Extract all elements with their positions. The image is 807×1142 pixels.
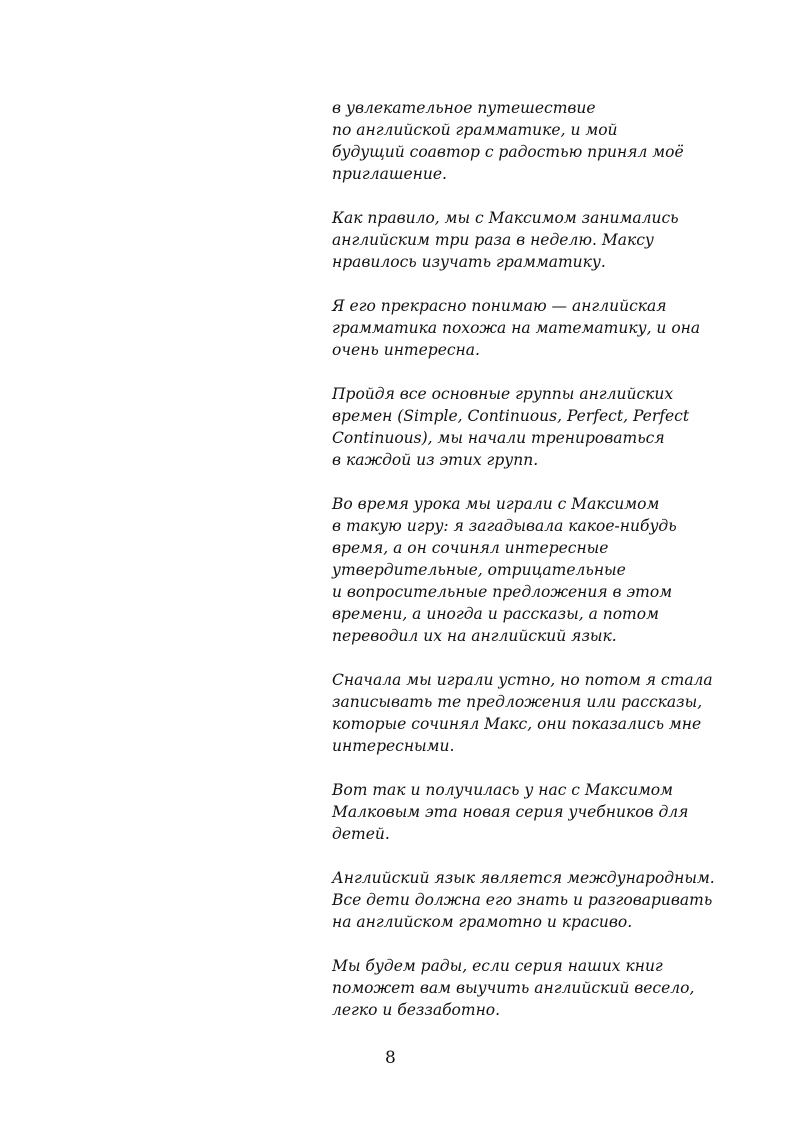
text-line: Continuous), мы начали тренироваться: [332, 429, 665, 447]
text-line: поможет вам выучить английский весело,: [332, 979, 695, 997]
text-line: Пройдя все основные группы английских: [332, 385, 674, 403]
text-line: Английский язык является международным.: [332, 869, 715, 887]
text-line: переводил их на английский язык.: [332, 627, 617, 645]
text-line: в увлекательное путешествие: [332, 99, 596, 117]
paragraph: [332, 493, 682, 647]
text-line: утвердительные, отрицательные: [332, 561, 626, 579]
text-line: интересными.: [332, 737, 455, 755]
paragraph: [332, 97, 682, 185]
text-line: времен (Simple, Continuous, Perfect, Perfect: [332, 407, 690, 425]
text-line: Как правило, мы с Максимом занимались: [332, 209, 679, 227]
paragraph: [332, 669, 713, 757]
text-line: времени, а иногда и рассказы, а потом: [332, 605, 659, 623]
text-line: и вопросительные предложения в этом: [332, 583, 673, 601]
text-line: Вот так и получилась у нас с Максимом: [332, 781, 673, 799]
text-line: Малковым эта новая серия учебников для: [332, 803, 689, 821]
text-line: детей.: [332, 825, 390, 843]
paragraph: [332, 207, 682, 273]
text-column: [332, 97, 715, 1043]
text-line: нравилось изучать грамматику.: [332, 253, 606, 271]
text-line: легко и беззаботно.: [332, 1001, 501, 1019]
paragraph: [332, 295, 701, 361]
text-line: очень интересна.: [332, 341, 480, 359]
text-line: грамматика похожа на математику, и она: [332, 319, 701, 337]
text-line: будущий соавтор с радостью принял моё: [332, 143, 684, 161]
paragraph: [332, 867, 715, 933]
text-line: в такую игру: я загадывала какое-нибудь: [332, 517, 677, 535]
text-line: приглашение.: [332, 165, 447, 183]
text-line: Во время урока мы играли с Максимом: [332, 495, 660, 513]
text-line: в каждой из этих групп.: [332, 451, 539, 469]
text-line: по английской грамматике, и мой: [332, 121, 618, 139]
text-line: английским три раза в неделю. Максу: [332, 231, 654, 249]
text-line: записывать те предложения или рассказы,: [332, 693, 703, 711]
text-line: время, а он сочинял интересные: [332, 539, 609, 557]
paragraph: [332, 955, 695, 1021]
paragraph: [332, 779, 689, 845]
text-line: Сначала мы играли устно, но потом я стала: [332, 671, 713, 689]
text-line: на английском грамотно и красиво.: [332, 913, 633, 931]
text-line: Все дети должна его знать и разговаривать: [332, 891, 713, 909]
text-line: Мы будем рады, если серия наших книг: [332, 957, 663, 975]
text-line: которые сочинял Макс, они показались мне: [332, 715, 702, 733]
page-number: 8: [385, 1048, 396, 1068]
paragraph: [332, 383, 690, 471]
text-line: Я его прекрасно понимаю — английская: [332, 297, 667, 315]
